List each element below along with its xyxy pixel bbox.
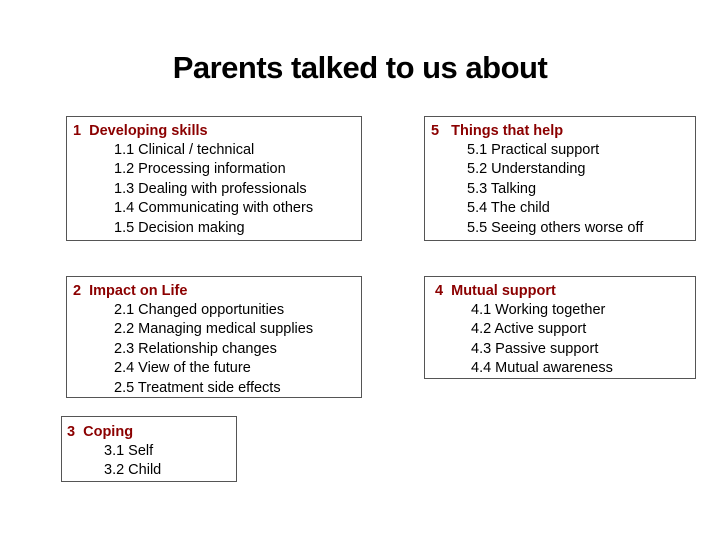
subtheme-item: 5.4 The child (467, 200, 550, 217)
theme-heading: 2 Impact on Life (73, 283, 188, 299)
theme-heading: 5 Things that help (431, 123, 564, 139)
subtheme-item: 2.5 Treatment side effects (114, 379, 281, 396)
subtheme-list (114, 141, 361, 238)
subtheme-item: 1.1 Clinical / technical (114, 142, 255, 158)
subtheme-item: 3.2 Child (104, 462, 162, 479)
theme-box-coping (61, 416, 237, 482)
subtheme-item: 1.3 Dealing with professionals (114, 180, 307, 197)
subtheme-item: 4.2 Active support (471, 321, 587, 338)
subtheme-item: 4.4 Mutual awareness (471, 360, 613, 377)
theme-box-things-that-help (424, 116, 696, 241)
theme-heading: 4 Mutual support (435, 283, 556, 299)
subtheme-item: 2.4 View of the future (114, 360, 251, 377)
subtheme-item: 1.5 Decision making (114, 219, 245, 236)
subtheme-item: 5.3 Talking (467, 180, 537, 197)
subtheme-list (104, 442, 236, 481)
subtheme-item: 2.2 Managing medical supplies (114, 321, 314, 338)
subtheme-item: 3.1 Self (104, 443, 154, 459)
subtheme-item: 2.3 Relationship changes (114, 340, 277, 357)
subtheme-item: 1.4 Communicating with others (114, 200, 314, 217)
subtheme-item: 1.2 Processing information (114, 161, 286, 178)
subtheme-list (471, 301, 695, 379)
theme-box-mutual-support (424, 276, 696, 379)
subtheme-list (114, 301, 361, 398)
subtheme-item: 5.1 Practical support (467, 142, 600, 158)
theme-box-developing-skills (66, 116, 362, 241)
subtheme-item: 5.5 Seeing others worse off (467, 219, 644, 236)
subtheme-list (467, 141, 695, 238)
theme-box-impact-on-life (66, 276, 362, 398)
theme-heading: 1 Developing skills (73, 123, 208, 139)
subtheme-item: 4.1 Working together (471, 302, 606, 318)
subtheme-item: 4.3 Passive support (471, 340, 599, 357)
subtheme-item: 2.1 Changed opportunities (114, 302, 285, 318)
theme-heading: 3 Coping (67, 424, 134, 440)
subtheme-item: 5.2 Understanding (467, 161, 586, 178)
page-title: Parents talked to us about (172, 50, 548, 85)
